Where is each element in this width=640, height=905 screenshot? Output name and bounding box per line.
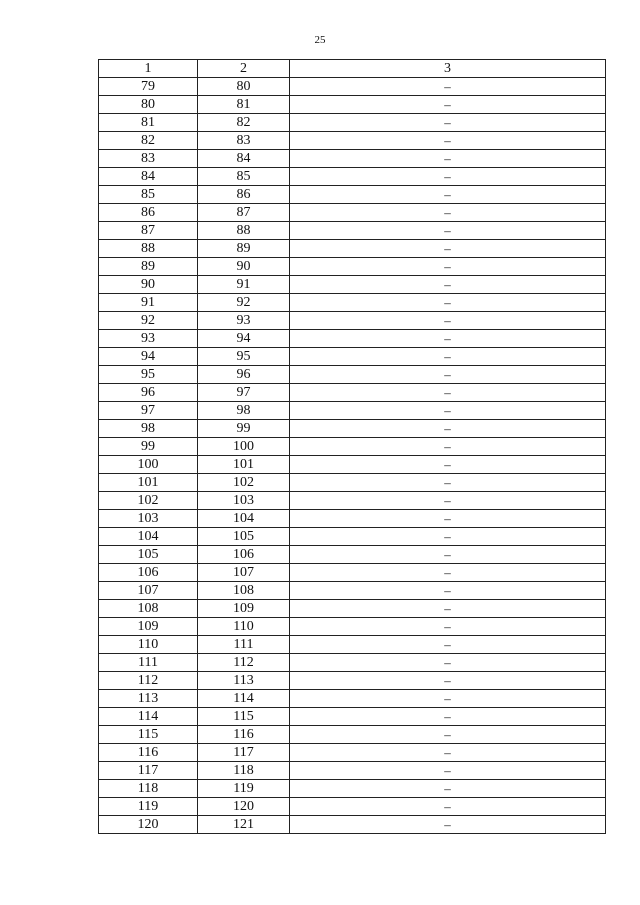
table-cell-col-1: 113	[99, 690, 198, 708]
table-cell-col-1: 112	[99, 672, 198, 690]
table-row	[99, 114, 606, 132]
table-cell-col-3: –	[290, 186, 606, 204]
table-cell-col-1: 96	[99, 384, 198, 402]
table-cell-col-2: 87	[198, 204, 290, 222]
table-cell-col-1: 99	[99, 438, 198, 456]
column-header-1: 1	[99, 60, 198, 78]
table-cell-col-3: –	[290, 150, 606, 168]
column-header-2: 2	[198, 60, 290, 78]
table-cell-col-2: 118	[198, 762, 290, 780]
table-cell-col-2: 117	[198, 744, 290, 762]
table-cell-col-2: 80	[198, 78, 290, 96]
table-cell-col-1: 83	[99, 150, 198, 168]
table-cell-col-3: –	[290, 420, 606, 438]
table-cell-col-3: –	[290, 114, 606, 132]
table-cell-col-2: 109	[198, 600, 290, 618]
table-row	[99, 420, 606, 438]
table-cell-col-3: –	[290, 510, 606, 528]
table-cell-col-1: 107	[99, 582, 198, 600]
table-cell-col-1: 95	[99, 366, 198, 384]
table-cell-col-2: 93	[198, 312, 290, 330]
data-table-container	[98, 59, 606, 834]
table-row	[99, 150, 606, 168]
table-cell-col-1: 111	[99, 654, 198, 672]
table-cell-col-1: 87	[99, 222, 198, 240]
table-cell-col-1: 80	[99, 96, 198, 114]
table-cell-col-3: –	[290, 384, 606, 402]
table-cell-col-3: –	[290, 780, 606, 798]
table-row	[99, 330, 606, 348]
table-cell-col-3: –	[290, 816, 606, 834]
table-cell-col-2: 84	[198, 150, 290, 168]
table-cell-col-2: 98	[198, 402, 290, 420]
table-cell-col-2: 92	[198, 294, 290, 312]
table-body	[99, 78, 606, 834]
table-row	[99, 672, 606, 690]
table-row	[99, 708, 606, 726]
table-cell-col-2: 85	[198, 168, 290, 186]
table-cell-col-1: 97	[99, 402, 198, 420]
table-row	[99, 240, 606, 258]
table-cell-col-2: 107	[198, 564, 290, 582]
table-cell-col-1: 90	[99, 276, 198, 294]
table-row	[99, 96, 606, 114]
table-cell-col-3: –	[290, 204, 606, 222]
column-header-3: 3	[290, 60, 606, 78]
table-cell-col-3: –	[290, 438, 606, 456]
table-row	[99, 798, 606, 816]
table-cell-col-3: –	[290, 456, 606, 474]
table-cell-col-1: 92	[99, 312, 198, 330]
table-cell-col-3: –	[290, 672, 606, 690]
table-row	[99, 654, 606, 672]
table-row	[99, 582, 606, 600]
table-cell-col-1: 119	[99, 798, 198, 816]
table-cell-col-2: 99	[198, 420, 290, 438]
table-cell-col-3: –	[290, 492, 606, 510]
table-cell-col-3: –	[290, 366, 606, 384]
table-cell-col-2: 100	[198, 438, 290, 456]
table-cell-col-3: –	[290, 96, 606, 114]
table-cell-col-3: –	[290, 78, 606, 96]
table-cell-col-2: 108	[198, 582, 290, 600]
table-cell-col-3: –	[290, 240, 606, 258]
table-cell-col-1: 115	[99, 726, 198, 744]
table-cell-col-3: –	[290, 474, 606, 492]
table-cell-col-1: 85	[99, 186, 198, 204]
table-cell-col-3: –	[290, 636, 606, 654]
table-row	[99, 636, 606, 654]
table-row	[99, 204, 606, 222]
table-cell-col-2: 119	[198, 780, 290, 798]
table-row	[99, 690, 606, 708]
table-cell-col-1: 106	[99, 564, 198, 582]
table-cell-col-1: 101	[99, 474, 198, 492]
table-header	[99, 60, 606, 78]
table-cell-col-2: 81	[198, 96, 290, 114]
table-cell-col-2: 114	[198, 690, 290, 708]
table-row	[99, 780, 606, 798]
table-cell-col-1: 114	[99, 708, 198, 726]
table-cell-col-2: 101	[198, 456, 290, 474]
table-row	[99, 744, 606, 762]
table-cell-col-3: –	[290, 348, 606, 366]
table-cell-col-3: –	[290, 564, 606, 582]
table-cell-col-2: 105	[198, 528, 290, 546]
page-number: 25	[314, 34, 326, 46]
table-cell-col-1: 100	[99, 456, 198, 474]
table-row	[99, 618, 606, 636]
table-cell-col-1: 82	[99, 132, 198, 150]
table-row	[99, 564, 606, 582]
table-row	[99, 600, 606, 618]
table-cell-col-3: –	[290, 654, 606, 672]
table-cell-col-3: –	[290, 168, 606, 186]
table-cell-col-1: 110	[99, 636, 198, 654]
table-cell-col-3: –	[290, 258, 606, 276]
table-cell-col-1: 117	[99, 762, 198, 780]
table-cell-col-2: 83	[198, 132, 290, 150]
table-row	[99, 366, 606, 384]
table-row	[99, 438, 606, 456]
table-row	[99, 348, 606, 366]
table-cell-col-2: 106	[198, 546, 290, 564]
table-cell-col-2: 91	[198, 276, 290, 294]
table-cell-col-2: 82	[198, 114, 290, 132]
table-cell-col-3: –	[290, 618, 606, 636]
table-row	[99, 384, 606, 402]
table-cell-col-2: 111	[198, 636, 290, 654]
table-row	[99, 510, 606, 528]
table-cell-col-1: 103	[99, 510, 198, 528]
table-row	[99, 492, 606, 510]
table-cell-col-1: 108	[99, 600, 198, 618]
table-cell-col-3: –	[290, 762, 606, 780]
table-row	[99, 528, 606, 546]
table-row	[99, 546, 606, 564]
table-row	[99, 312, 606, 330]
table-cell-col-3: –	[290, 582, 606, 600]
table-row	[99, 816, 606, 834]
table-row	[99, 762, 606, 780]
table-row	[99, 456, 606, 474]
table-cell-col-3: –	[290, 276, 606, 294]
table-cell-col-3: –	[290, 708, 606, 726]
table-cell-col-2: 90	[198, 258, 290, 276]
table-row	[99, 168, 606, 186]
table-cell-col-2: 89	[198, 240, 290, 258]
table-cell-col-2: 116	[198, 726, 290, 744]
table-cell-col-2: 86	[198, 186, 290, 204]
table-cell-col-1: 94	[99, 348, 198, 366]
table-row	[99, 474, 606, 492]
table-cell-col-2: 104	[198, 510, 290, 528]
table-cell-col-2: 102	[198, 474, 290, 492]
table-cell-col-1: 98	[99, 420, 198, 438]
table-cell-col-2: 103	[198, 492, 290, 510]
table-cell-col-1: 86	[99, 204, 198, 222]
table-cell-col-1: 102	[99, 492, 198, 510]
table-cell-col-2: 88	[198, 222, 290, 240]
table-cell-col-1: 109	[99, 618, 198, 636]
table-cell-col-3: –	[290, 402, 606, 420]
table-row	[99, 132, 606, 150]
table-cell-col-2: 112	[198, 654, 290, 672]
table-cell-col-2: 120	[198, 798, 290, 816]
table-cell-col-1: 79	[99, 78, 198, 96]
table-cell-col-1: 89	[99, 258, 198, 276]
table-cell-col-2: 96	[198, 366, 290, 384]
table-cell-col-3: –	[290, 132, 606, 150]
table-cell-col-2: 95	[198, 348, 290, 366]
header-row	[99, 60, 606, 78]
table-row	[99, 294, 606, 312]
table-cell-col-2: 94	[198, 330, 290, 348]
table-cell-col-2: 115	[198, 708, 290, 726]
table-cell-col-1: 81	[99, 114, 198, 132]
table-row	[99, 186, 606, 204]
table-cell-col-1: 105	[99, 546, 198, 564]
table-cell-col-2: 97	[198, 384, 290, 402]
table-cell-col-3: –	[290, 330, 606, 348]
table-cell-col-3: –	[290, 546, 606, 564]
table-cell-col-1: 104	[99, 528, 198, 546]
table-cell-col-1: 116	[99, 744, 198, 762]
table-cell-col-3: –	[290, 528, 606, 546]
table-cell-col-3: –	[290, 726, 606, 744]
table-cell-col-1: 91	[99, 294, 198, 312]
table-row	[99, 402, 606, 420]
table-cell-col-3: –	[290, 690, 606, 708]
table-cell-col-3: –	[290, 312, 606, 330]
data-table	[98, 59, 606, 834]
table-row	[99, 258, 606, 276]
table-cell-col-3: –	[290, 222, 606, 240]
table-cell-col-2: 113	[198, 672, 290, 690]
table-cell-col-2: 121	[198, 816, 290, 834]
table-row	[99, 276, 606, 294]
table-cell-col-1: 93	[99, 330, 198, 348]
table-cell-col-3: –	[290, 294, 606, 312]
table-cell-col-3: –	[290, 798, 606, 816]
table-cell-col-1: 84	[99, 168, 198, 186]
table-cell-col-1: 120	[99, 816, 198, 834]
table-cell-col-2: 110	[198, 618, 290, 636]
table-row	[99, 222, 606, 240]
table-row	[99, 78, 606, 96]
table-cell-col-3: –	[290, 744, 606, 762]
table-cell-col-1: 118	[99, 780, 198, 798]
table-cell-col-1: 88	[99, 240, 198, 258]
table-cell-col-3: –	[290, 600, 606, 618]
table-row	[99, 726, 606, 744]
